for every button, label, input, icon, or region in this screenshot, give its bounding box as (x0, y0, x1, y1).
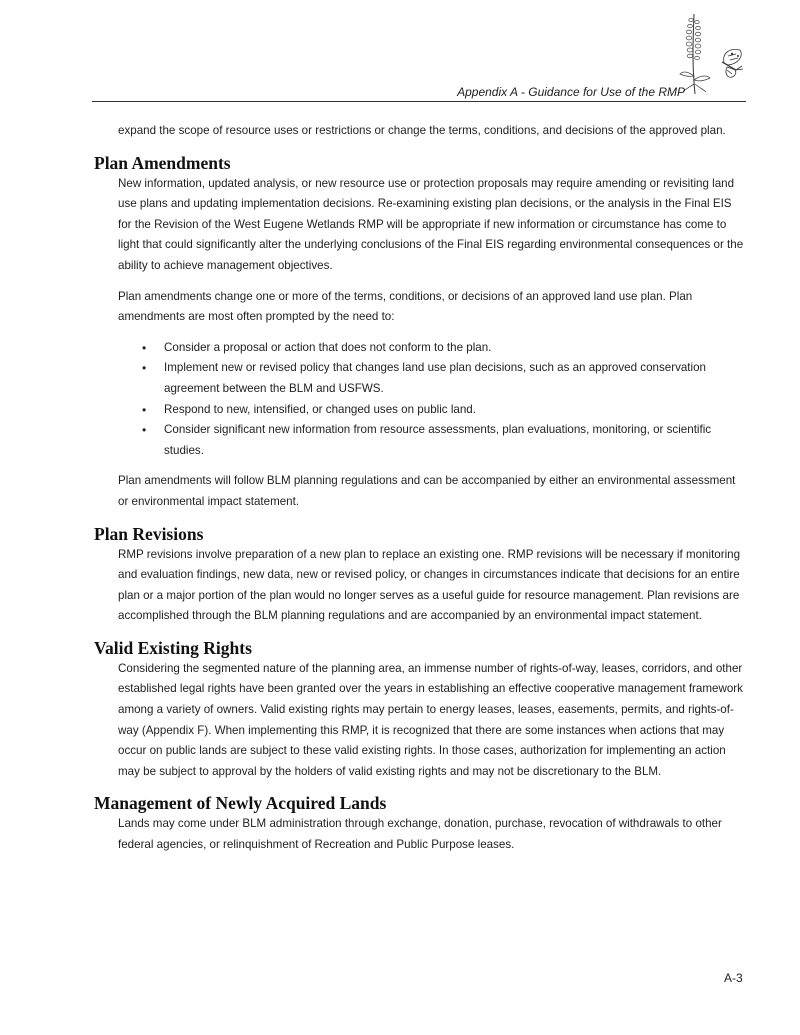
bullet-item: • Implement new or revised policy that changes land use plan decisions, such as an approved conservation agreement between the BLM and USFWS. (164, 358, 746, 399)
page-number: A-3 (724, 971, 743, 985)
newly-acquired-lands-heading: Management of Newly Acquired Lands (94, 793, 387, 814)
plan-revisions-section (94, 524, 746, 627)
plan-amendments-section (94, 153, 746, 513)
newly-acquired-lands-paragraph: Lands may come under BLM administration through exchange, donation, purchase, revocation of withdrawals to other federal agencies, or relinquishment of Recreation and Public Purpose leases. (118, 817, 722, 852)
running-header: Appendix A - Guidance for Use of the RMP (457, 85, 685, 99)
plan-amendments-paragraph-3: Plan amendments will follow BLM planning regulations and can be accompanied by either an environmental assessment or environmental impact statement. (118, 474, 736, 508)
valid-existing-rights-section (94, 638, 746, 783)
main-content (94, 121, 746, 856)
plan-revisions-paragraph: RMP revisions involve preparation of a new plan to replace an existing one. RMP revisions will be necessary if monitoring and evaluation findings, new data, new or revised policy, or changes in circumstances indicate that decisions for an entire plan or a major portion of the plan would no longer serves as a useful guide for resource management. Plan revisions are accomplished through the BLM planning regulations and are accompanied by an environmental impact statement. (118, 547, 741, 623)
plan-revisions-heading: Plan Revisions (94, 523, 204, 544)
bullet-item: • Consider a proposal or action that does not conform to the plan. (164, 338, 746, 359)
plan-amendments-heading: Plan Amendments (94, 152, 231, 173)
valid-existing-rights-paragraph: Considering the segmented nature of the planning area, an immense number of rights-of-way, leases, corridors, and other established legal rights have been granted over the years in establishing an effective cooperative management framework among a variety of owners. Valid existing rights may pertain to energy leases, leases, easements, permits, and rights-of-way (Appendix F). When implementing this RMP, it is recognized that there are some instances when actions that may occur on public lands are subject to these valid existing rights. In those cases, authorization for implementing an action may be subject to approval by the holders of valid existing rights and may not be discretionary to the BLM. (118, 661, 743, 778)
plant-and-butterfly-icon (678, 10, 748, 96)
plan-amendments-paragraph-1: New information, updated analysis, or new resource use or protection proposals may require amending or revisiting land use plans and updating implementation decisions. Re-examining existing plan decisions, or the analysis in the Final EIS for the Revision of the West Eugene Wetlands RMP will be appropriate if new information or circumstance has come to light that could significantly alter the underlying conclusions of the Final EIS regarding environmental consequences or the ability to achieve management objectives. (118, 176, 744, 272)
header-divider (92, 101, 746, 102)
bullet-item: • Consider significant new information from resource assessments, plan evaluations, monitoring, or scientific studies. (164, 420, 746, 461)
newly-acquired-lands-section (94, 793, 746, 855)
bullet-item: • Respond to new, intensified, or changed uses on public land. (164, 400, 746, 421)
plan-amendments-paragraph-2: Plan amendments change one or more of the terms, conditions, or decisions of an approved land use plan. Plan amendments are most often prompted by the need to: (118, 289, 693, 324)
intro-paragraph: expand the scope of resource uses or restrictions or change the terms, conditions, and decisions of the approved plan. (118, 124, 726, 137)
valid-existing-rights-heading: Valid Existing Rights (94, 637, 252, 658)
plan-amendments-bullet-list (94, 338, 746, 462)
